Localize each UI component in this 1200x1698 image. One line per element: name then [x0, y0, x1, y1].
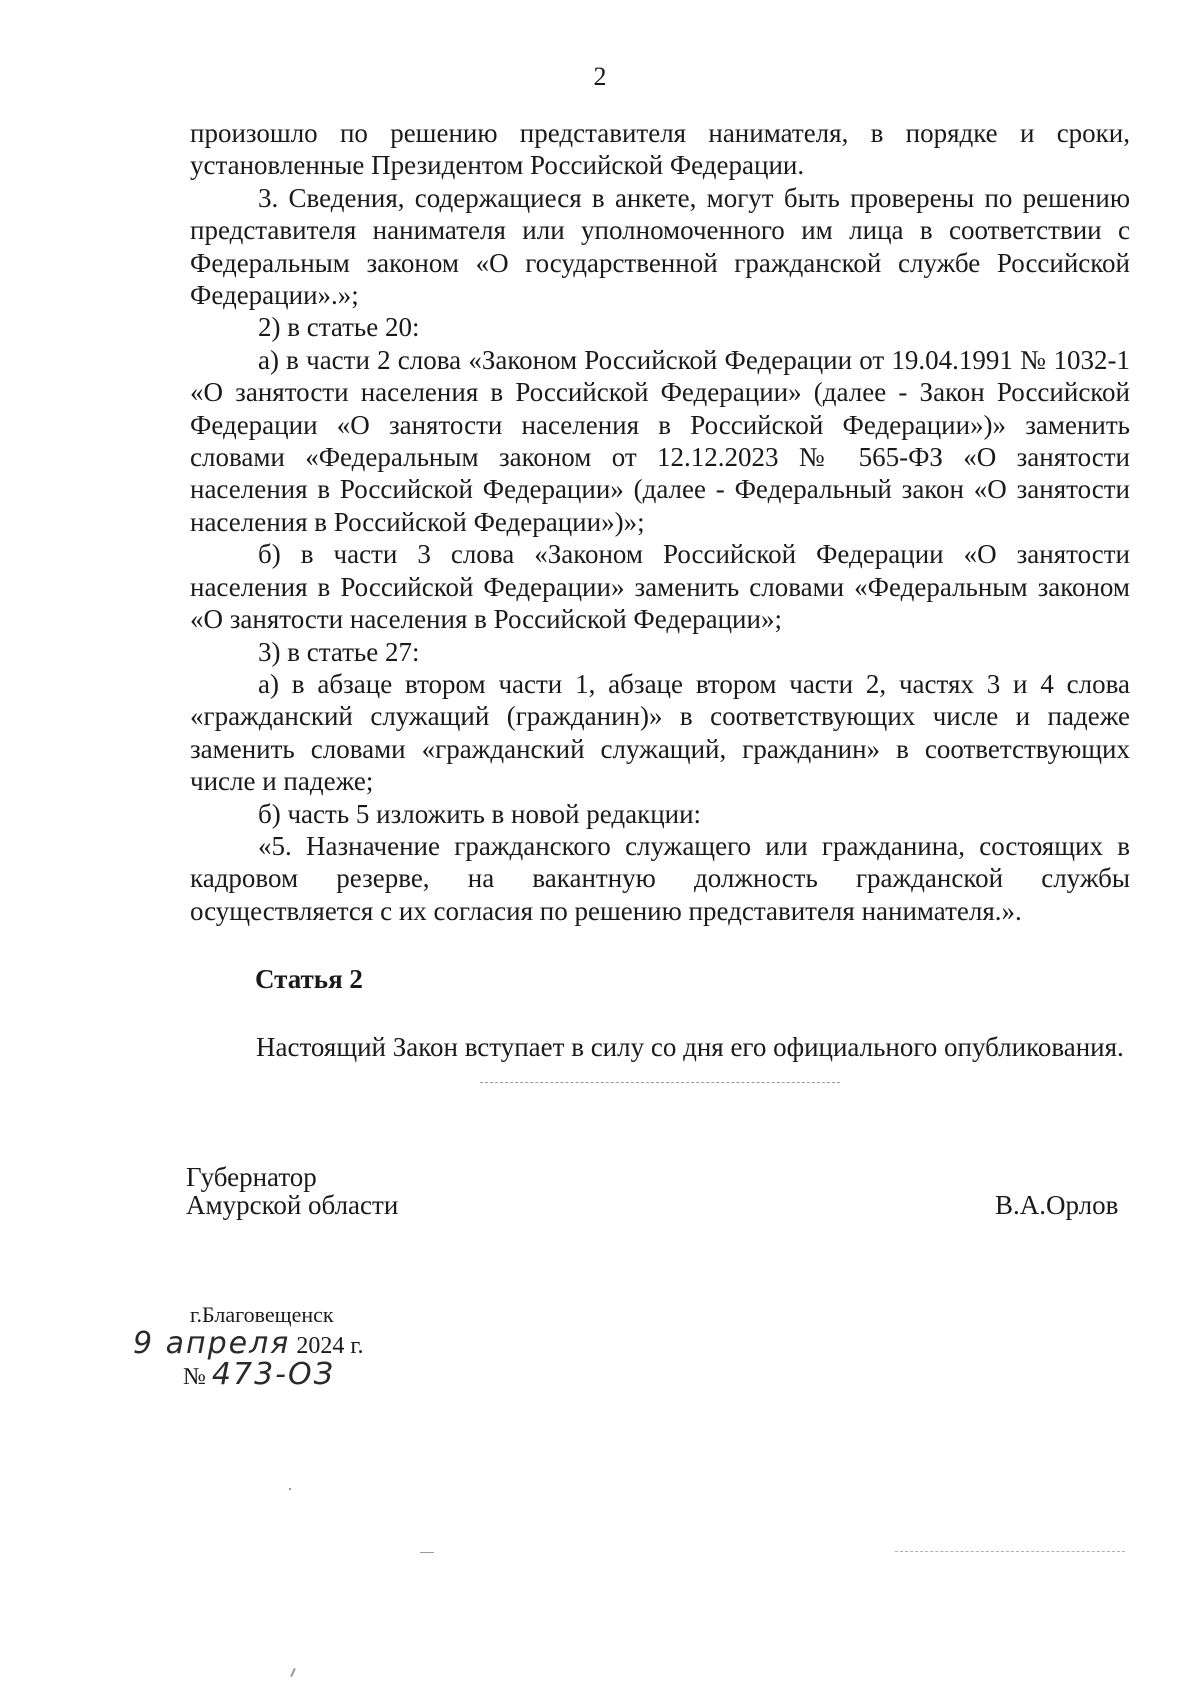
number-sign: № — [183, 1364, 206, 1390]
signatory-title-line-2: Амурской области — [186, 1190, 399, 1220]
signing-date — [133, 1326, 363, 1361]
document-body — [190, 117, 1130, 927]
scan-speck — [420, 1552, 434, 1553]
paragraph-continuation: произошло по решению представителя нанимателя, в порядке и сроки, установленные Президентом Российской Федерации. — [190, 118, 1130, 181]
law-number — [183, 1357, 335, 1392]
paragraph-article-20: 2) в статье 20: — [258, 312, 420, 343]
scan-speck — [289, 1488, 291, 1490]
paragraph-article-27: 3) в статье 27: — [258, 636, 420, 667]
place-of-signing: г.Благовещенск — [190, 1302, 334, 1327]
paragraph-article-20-b: б) в части 3 слова «Законом Российской Федерации «О занятости населения в Российской Федерации» заменить словами «Федеральным законом «О занятости населения в Российской Федерации»; — [190, 539, 1130, 635]
signatory-title-line-1: Губернатор — [186, 1162, 317, 1192]
signatory-name: В.А.Орлов — [995, 1190, 1119, 1220]
date-year: 2024 г. — [296, 1333, 364, 1359]
handwritten-number: 473-ОЗ — [211, 1357, 335, 1392]
page-number: 2 — [593, 62, 607, 91]
scan-artifact-line — [480, 1082, 840, 1083]
paragraph-article-20-a: а) в части 2 слова «Законом Российской Федерации от 19.04.1991 № 1032-1 «О занятости населения в Российской Федерации» (далее - Закон Российской Федерации «О занятости населения в Российской Федерации»)» заменить словами «Федеральным законом от 12.12.2023 № 565-ФЗ «О занятости населения в Российской Федерации» (далее - Федеральный закон «О занятости населения в Российской Федерации»)»; — [190, 344, 1130, 537]
scan-speck — [895, 1551, 1125, 1552]
paragraph-part-5: «5. Назначение гражданского служащего или гражданина, состоящих в кадровом резерве, на вакантную должность гражданской службы осуществляется с их согласия по решению представителя нанимателя.». — [190, 830, 1130, 926]
article-2-heading: Статья 2 — [255, 964, 363, 994]
signatory-title — [186, 1163, 398, 1219]
handwritten-date: 9 апреля — [133, 1326, 291, 1361]
paragraph-item-3: 3. Сведения, содержащиеся в анкете, могут быть проверены по решению представителя нанимателя или уполномоченного им лица в соответствии с Федеральным законом «О государственной гражданской службе Российской Федерации».»; — [190, 182, 1130, 311]
article-2-text: Настоящий Закон вступает в силу со дня его официального опубликования. — [256, 1032, 1124, 1062]
scan-speck — [290, 1668, 296, 1677]
paragraph-article-27-b: б) часть 5 изложить в новой редакции: — [258, 798, 702, 829]
paragraph-article-27-a: а) в абзаце втором части 1, абзаце втором части 2, частях 3 и 4 слова «гражданский служащий (гражданин)» в соответствующих числе и падеже заменить словами «гражданский служащий, гражданин» в соответствующих числе и падеже; — [190, 668, 1130, 797]
